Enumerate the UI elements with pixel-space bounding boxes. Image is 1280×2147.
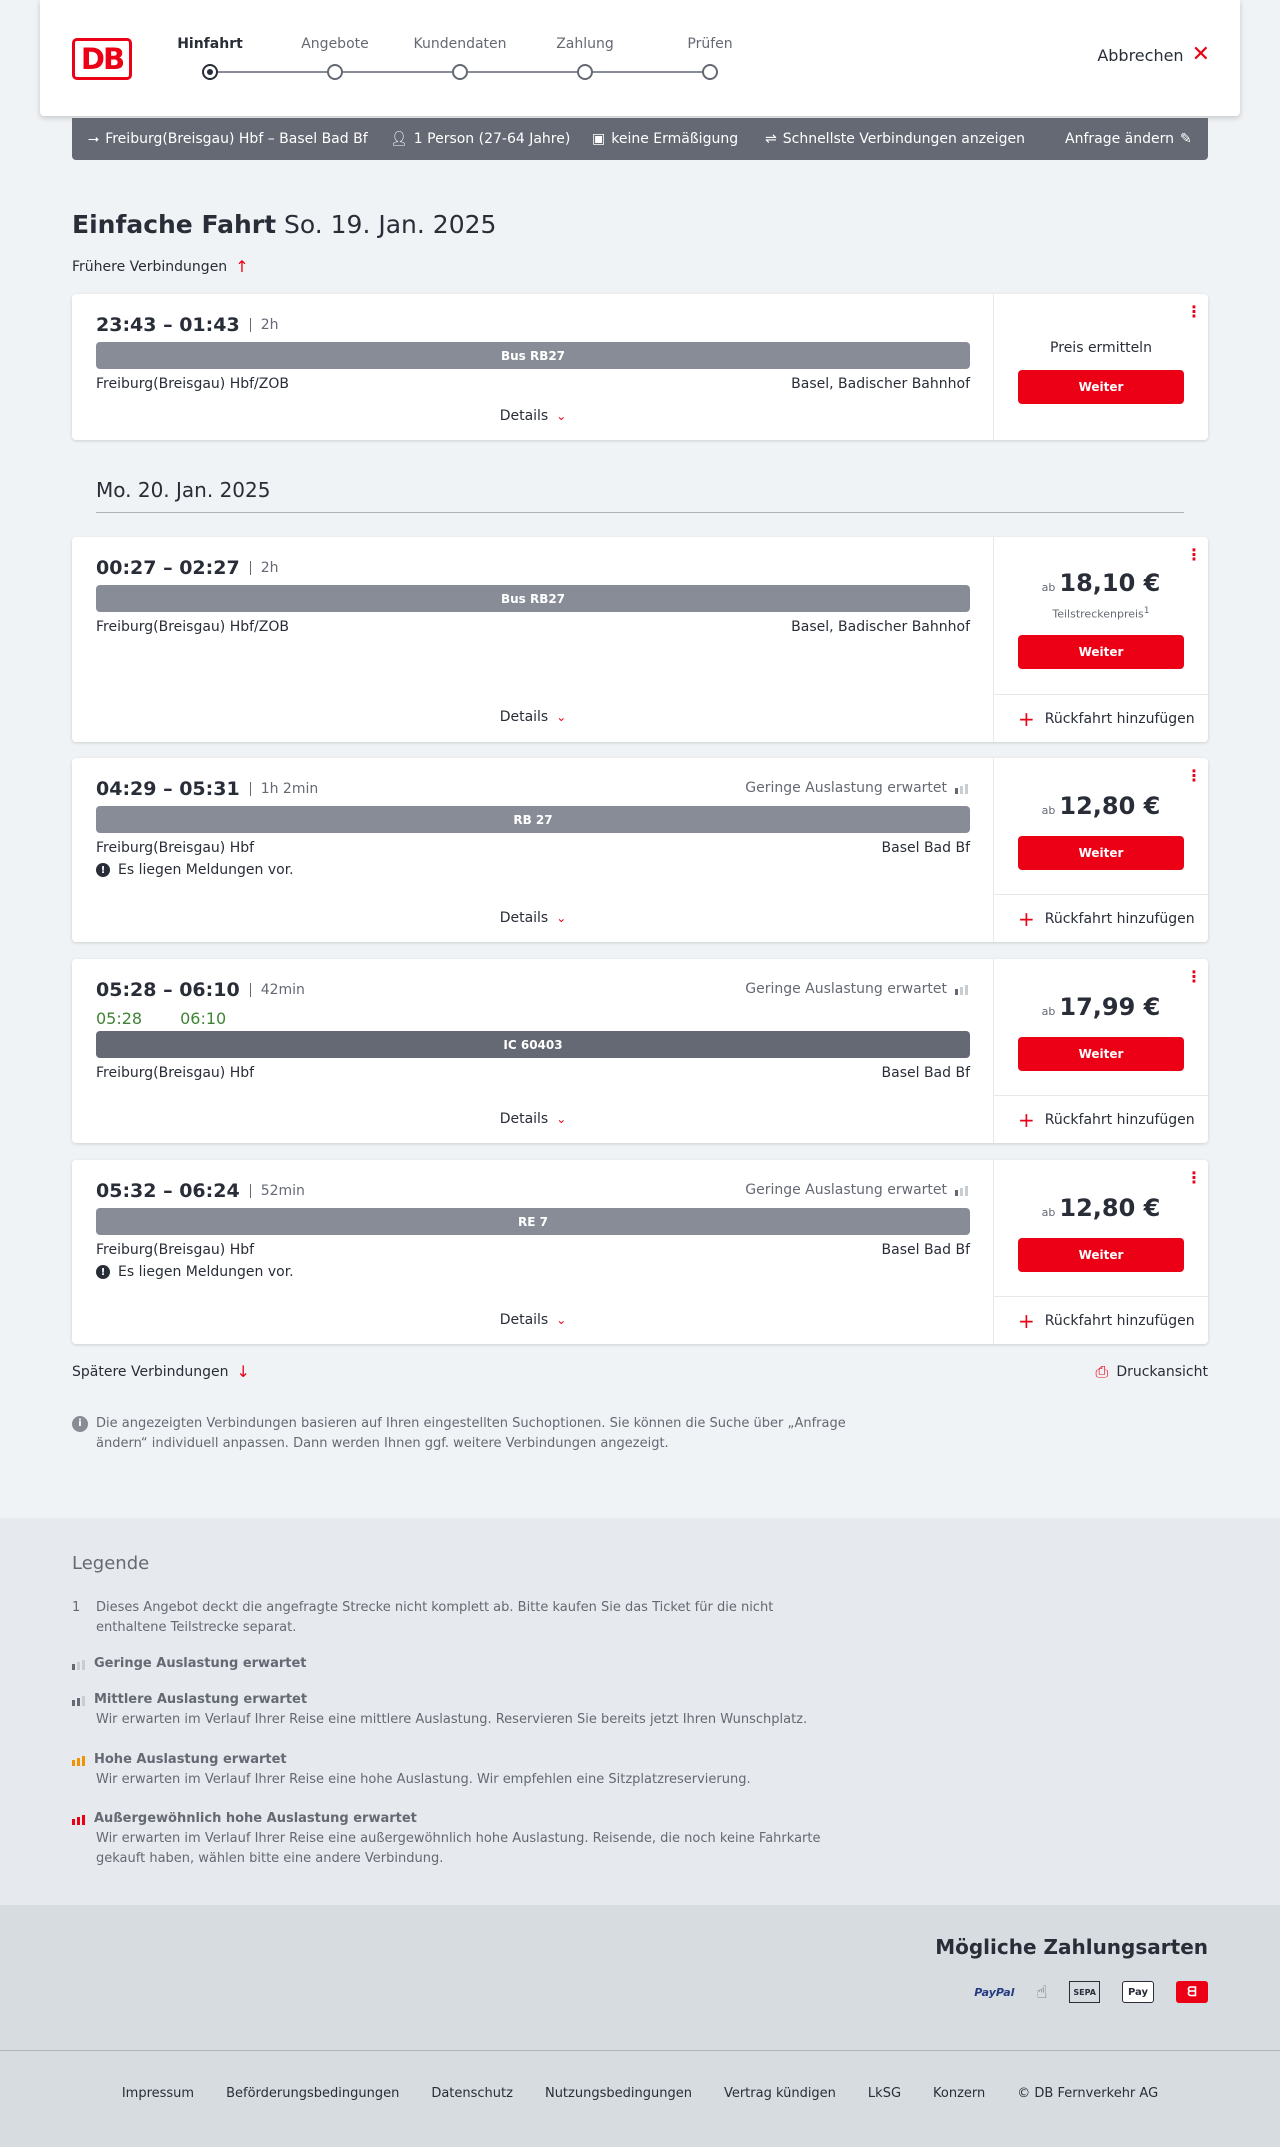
occupancy-indicator (745, 780, 969, 796)
more-options-icon[interactable]: ⋮ (1186, 1168, 1202, 1187)
price-value: 18,10 € (1059, 569, 1161, 597)
details-label: Details (499, 910, 549, 926)
legend-item-title: Außergewöhnlich hohe Auslastung erwartet (94, 1811, 417, 1826)
card-icon: ▣ (592, 131, 606, 147)
price-panel (994, 959, 1208, 1143)
times-text: 05:28 – 06:10 (96, 979, 240, 1001)
plus-icon: + (1018, 706, 1035, 731)
connection-card (72, 294, 1208, 440)
legend-item-title: Geringe Auslastung erwartet (94, 1656, 307, 1671)
discount-summary[interactable] (592, 118, 738, 160)
connection-times (96, 557, 278, 579)
destination-station: Basel Bad Bf (881, 1065, 970, 1081)
footer-link-vertrag-kuendigen[interactable]: Vertrag kündigen (723, 2086, 836, 2101)
step-label: Angebote (301, 36, 369, 52)
train-bar: RB 27 (96, 806, 970, 833)
train-bar: Bus RB27 (96, 342, 970, 369)
legend-item-high (72, 1750, 832, 1790)
origin-station: Freiburg(Breisgau) Hbf (96, 840, 255, 856)
chevron-down-icon: ⌄ (556, 911, 567, 925)
price-prefix: ab (1041, 1005, 1056, 1018)
plus-icon: + (1018, 906, 1035, 931)
details-label: Details (499, 709, 549, 725)
db-card-icon: ᗺ (1176, 1981, 1208, 2003)
footer-links (0, 2086, 1280, 2101)
cancel-label: Abbrechen (1097, 45, 1184, 65)
step-label: Prüfen (687, 36, 733, 52)
later-label: Spätere Verbindungen (72, 1363, 229, 1380)
connection-card (72, 758, 1208, 942)
times-text: 04:29 – 05:31 (96, 778, 240, 800)
page-title (72, 210, 496, 239)
search-summary-bar (72, 118, 1208, 160)
times-text: 05:32 – 06:24 (96, 1180, 240, 1202)
progress-steps (177, 34, 733, 84)
times-text: 00:27 – 02:27 (96, 557, 240, 579)
connection-main[interactable] (72, 537, 994, 742)
stops (96, 840, 970, 856)
step-label: Kundendaten (413, 36, 507, 52)
price (994, 792, 1208, 820)
footer-link-datenschutz[interactable]: Datenschutz (431, 2086, 513, 2101)
more-options-icon[interactable]: ⋮ (1186, 766, 1202, 785)
details-toggle[interactable] (72, 1111, 994, 1127)
origin-station: Freiburg(Breisgau) Hbf (96, 1065, 255, 1081)
price-panel (994, 758, 1208, 942)
footer-link-befoerderungsbedingungen[interactable]: Beförderungsbedingungen (226, 2086, 400, 2101)
connection-main[interactable] (72, 758, 994, 942)
occupancy-low-icon (72, 1658, 86, 1670)
return-label: Rückfahrt hinzufügen (1044, 1111, 1195, 1128)
occupancy-high-icon (72, 1754, 86, 1766)
weiter-button[interactable]: Weiter (1018, 1037, 1184, 1071)
duration: 52min (250, 1184, 305, 1198)
realtime-arrival: 06:10 (180, 1009, 227, 1028)
plus-icon: + (1018, 1308, 1035, 1333)
info-note (72, 1414, 852, 1454)
earlier-label: Frühere Verbindungen (72, 258, 228, 275)
legend-item-title: Hohe Auslastung erwartet (94, 1752, 287, 1767)
title-date: So. 19. Jan. 2025 (284, 210, 497, 239)
step-pruefen[interactable] (650, 34, 770, 80)
step-zahlung[interactable] (525, 34, 645, 80)
legend-item-title: Mittlere Auslastung erwartet (94, 1692, 308, 1707)
destination-station: Basel Bad Bf (881, 840, 970, 856)
connection-times (96, 778, 318, 800)
stops (96, 1242, 970, 1258)
occupancy-medium-icon (72, 1694, 86, 1706)
weiter-button[interactable]: Weiter (1018, 370, 1184, 404)
print-label: Druckansicht (1116, 1364, 1208, 1380)
weiter-button[interactable]: Weiter (1018, 635, 1184, 669)
connection-times (96, 1180, 305, 1202)
step-dot (702, 64, 718, 80)
info-icon: i (72, 1416, 88, 1432)
realtime-departure: 05:28 (96, 1009, 143, 1028)
stops (96, 1065, 970, 1081)
fastest-toggle[interactable] (765, 118, 1025, 160)
footer-link-lksg[interactable]: LkSG (867, 2086, 902, 2101)
pencil-icon: ✎ (1180, 131, 1192, 147)
step-dot (327, 64, 343, 80)
price-prefix: ab (1041, 804, 1056, 817)
add-return-button[interactable] (994, 894, 1208, 942)
train-bar: IC 60403 (96, 1031, 970, 1058)
more-options-icon[interactable]: ⋮ (1186, 302, 1202, 321)
destination-station: Basel, Badischer Bahnhof (791, 619, 970, 635)
sepa-icon: SEPA (1069, 1981, 1100, 2003)
details-toggle[interactable] (72, 910, 994, 926)
occupancy-low-icon (955, 782, 969, 794)
fastest-text: Schnellste Verbindungen anzeigen (782, 131, 1025, 147)
connection-card (72, 537, 1208, 742)
occupancy-low-icon (955, 1184, 969, 1196)
price-note (994, 605, 1208, 621)
passenger-text: 1 Person (27-64 Jahre) (413, 131, 571, 147)
details-toggle[interactable] (72, 709, 994, 725)
disruption-message (96, 862, 294, 878)
arrow-right-icon: ⭢ (88, 131, 100, 147)
origin-station: Freiburg(Breisgau) Hbf/ZOB (96, 376, 289, 392)
occupancy-low-icon (955, 983, 969, 995)
step-dot (202, 64, 218, 80)
legend-item-very-high (72, 1809, 832, 1869)
weiter-button[interactable]: Weiter (1018, 836, 1184, 870)
legend-item-text: Wir erwarten im Verlauf Ihrer Reise eine mittlere Auslastung. Reservieren Sie bereits jetzt Ihren Wunschplatz. (96, 1712, 808, 1727)
more-options-icon[interactable]: ⋮ (1186, 967, 1202, 986)
step-label: Hinfahrt (177, 36, 243, 52)
route-text: Freiburg(Breisgau) Hbf – Basel Bad Bf (105, 131, 368, 147)
legend-section (0, 1518, 1280, 1905)
price-prefix: ab (1041, 1206, 1056, 1219)
price-value: 12,80 € (1059, 792, 1161, 820)
price-text: Preis ermitteln (1050, 340, 1152, 356)
add-return-button[interactable] (994, 1296, 1208, 1344)
duration: 2h (250, 561, 279, 575)
details-toggle[interactable] (72, 408, 994, 424)
footer-link-konzern[interactable]: Konzern (933, 2086, 986, 2101)
connection-times (96, 979, 305, 1001)
change-request-button[interactable] (1065, 118, 1192, 160)
details-label: Details (499, 408, 549, 424)
occupancy-text: Geringe Auslastung erwartet (745, 1182, 947, 1198)
price-value: 17,99 € (1059, 993, 1161, 1021)
payment-title: Mögliche Zahlungsarten (935, 1935, 1208, 1959)
stops (96, 376, 970, 392)
stops (96, 619, 970, 635)
occupancy-very-high-icon (72, 1813, 86, 1825)
disruption-message (96, 1264, 294, 1280)
printer-icon: ⎙ (1095, 1362, 1109, 1381)
chevron-down-icon: ⌄ (556, 710, 567, 724)
occupancy-indicator (745, 981, 969, 997)
duration: 2h (250, 318, 279, 332)
step-hinfahrt[interactable] (150, 34, 270, 80)
price-panel (994, 1160, 1208, 1344)
return-label: Rückfahrt hinzufügen (1044, 910, 1195, 927)
close-icon: ✕ (1191, 42, 1210, 67)
apple-pay-text: Pay (1127, 1986, 1148, 1998)
passenger-summary[interactable] (390, 118, 570, 160)
legend-item-low (72, 1654, 832, 1674)
price (994, 1194, 1208, 1222)
payment-icons (974, 1981, 1208, 2003)
filter-icon: ⇌ (765, 131, 777, 147)
step-kundendaten[interactable] (400, 34, 520, 80)
credit-card-icon: ☝︎ (1036, 1981, 1048, 2003)
price-panel (994, 294, 1208, 440)
details-toggle[interactable] (72, 1312, 994, 1328)
occupancy-text: Geringe Auslastung erwartet (745, 780, 947, 796)
train-bar: RE 7 (96, 1208, 970, 1235)
step-dot (452, 64, 468, 80)
price-prefix: ab (1041, 581, 1056, 594)
footer-link-impressum[interactable]: Impressum (121, 2086, 195, 2101)
connection-card (72, 959, 1208, 1143)
add-return-button[interactable] (994, 694, 1208, 742)
footer (0, 2050, 1280, 2147)
header (40, 0, 1240, 116)
alert-icon: ! (96, 863, 110, 877)
alert-icon: ! (96, 1265, 110, 1279)
connection-main[interactable] (72, 294, 994, 440)
discount-text: keine Ermäßigung (611, 131, 739, 147)
times-text: 23:43 – 01:43 (96, 314, 240, 336)
paypal-icon: PayPal (974, 1985, 1015, 1999)
connection-main[interactable] (72, 1160, 994, 1344)
price-note-text: Teilstreckenpreis (1052, 607, 1144, 621)
weiter-button[interactable]: Weiter (1018, 1238, 1184, 1272)
price-value: 12,80 € (1059, 1194, 1161, 1222)
add-return-button[interactable] (994, 1095, 1208, 1143)
price (994, 993, 1208, 1021)
cancel-button[interactable] (1097, 42, 1210, 67)
route-summary[interactable] (88, 118, 368, 160)
origin-station: Freiburg(Breisgau) Hbf (96, 1242, 255, 1258)
payment-section (0, 1905, 1280, 2050)
step-angebote[interactable] (275, 34, 395, 80)
message-text: Es liegen Meldungen vor. (118, 862, 294, 878)
train-bar: Bus RB27 (96, 585, 970, 612)
title-main: Einfache Fahrt (72, 210, 277, 239)
legend-item-text: Wir erwarten im Verlauf Ihrer Reise eine außergewöhnlich hohe Auslastung. Reisende, die noch keine Fahrkarte gekauft haben, wählen bitte eine andere Verbindung. (96, 1831, 821, 1866)
price (994, 569, 1208, 597)
connection-times (96, 314, 278, 336)
occupancy-text: Geringe Auslastung erwartet (745, 981, 947, 997)
realtime-times (96, 1009, 264, 1028)
chevron-down-icon: ⌄ (556, 409, 567, 423)
origin-station: Freiburg(Breisgau) Hbf/ZOB (96, 619, 289, 635)
return-label: Rückfahrt hinzufügen (1044, 1312, 1195, 1329)
arrow-down-icon: ↓ (236, 1362, 250, 1381)
db-logo[interactable]: DB (72, 38, 132, 80)
destination-station: Basel Bad Bf (881, 1242, 970, 1258)
price-panel (994, 537, 1208, 742)
message-text: Es liegen Meldungen vor. (118, 1264, 294, 1280)
legend-item-text: Wir erwarten im Verlauf Ihrer Reise eine hohe Auslastung. Wir empfehlen eine Sitzplatzreservierung. (96, 1772, 751, 1787)
earlier-connections-link[interactable] (72, 257, 249, 276)
legend-item-medium (72, 1690, 832, 1730)
step-dot (577, 64, 593, 80)
person-icon: 👤︎ (390, 131, 408, 147)
info-text: Die angezeigten Verbindungen basieren auf Ihren eingestellten Suchoptionen. Sie können die Suche über „Anfrage ändern“ individuell anpassen. Dann werden Ihnen ggf. weitere Verbindungen angezeigt. (96, 1416, 846, 1451)
arrow-up-icon: ↑ (235, 257, 249, 276)
destination-station: Basel, Badischer Bahnhof (791, 376, 970, 392)
occupancy-indicator (745, 1182, 969, 1198)
footnote-text: Dieses Angebot deckt die angefragte Strecke nicht komplett ab. Bitte kaufen Sie das Ticket für die nicht enthaltene Teilstrecke separat. (96, 1600, 774, 1635)
footnote-number: 1 (72, 1600, 81, 1615)
chevron-down-icon: ⌄ (556, 1313, 567, 1327)
connection-main[interactable] (72, 959, 994, 1143)
details-label: Details (499, 1312, 549, 1328)
more-options-icon[interactable]: ⋮ (1186, 545, 1202, 564)
apple-pay-icon (1122, 1981, 1154, 2003)
footer-link-nutzungsbedingungen[interactable]: Nutzungsbedingungen (544, 2086, 692, 2101)
return-label: Rückfahrt hinzufügen (1044, 710, 1195, 727)
legend-title: Legende (72, 1553, 150, 1574)
details-label: Details (499, 1111, 549, 1127)
later-connections-link[interactable] (72, 1362, 250, 1381)
legend-footnote (72, 1598, 832, 1638)
duration: 1h 2min (250, 782, 319, 796)
step-label: Zahlung (556, 36, 614, 52)
chevron-down-icon: ⌄ (556, 1112, 567, 1126)
footnote-marker: 1 (1143, 605, 1150, 616)
print-view-link[interactable] (1096, 1362, 1208, 1382)
day-header: Mo. 20. Jan. 2025 (96, 478, 1184, 513)
connection-card (72, 1160, 1208, 1344)
footer-copyright: © DB Fernverkehr AG (1017, 2086, 1159, 2101)
change-text: Anfrage ändern (1065, 131, 1174, 147)
duration: 42min (250, 983, 305, 997)
plus-icon: + (1018, 1107, 1035, 1132)
